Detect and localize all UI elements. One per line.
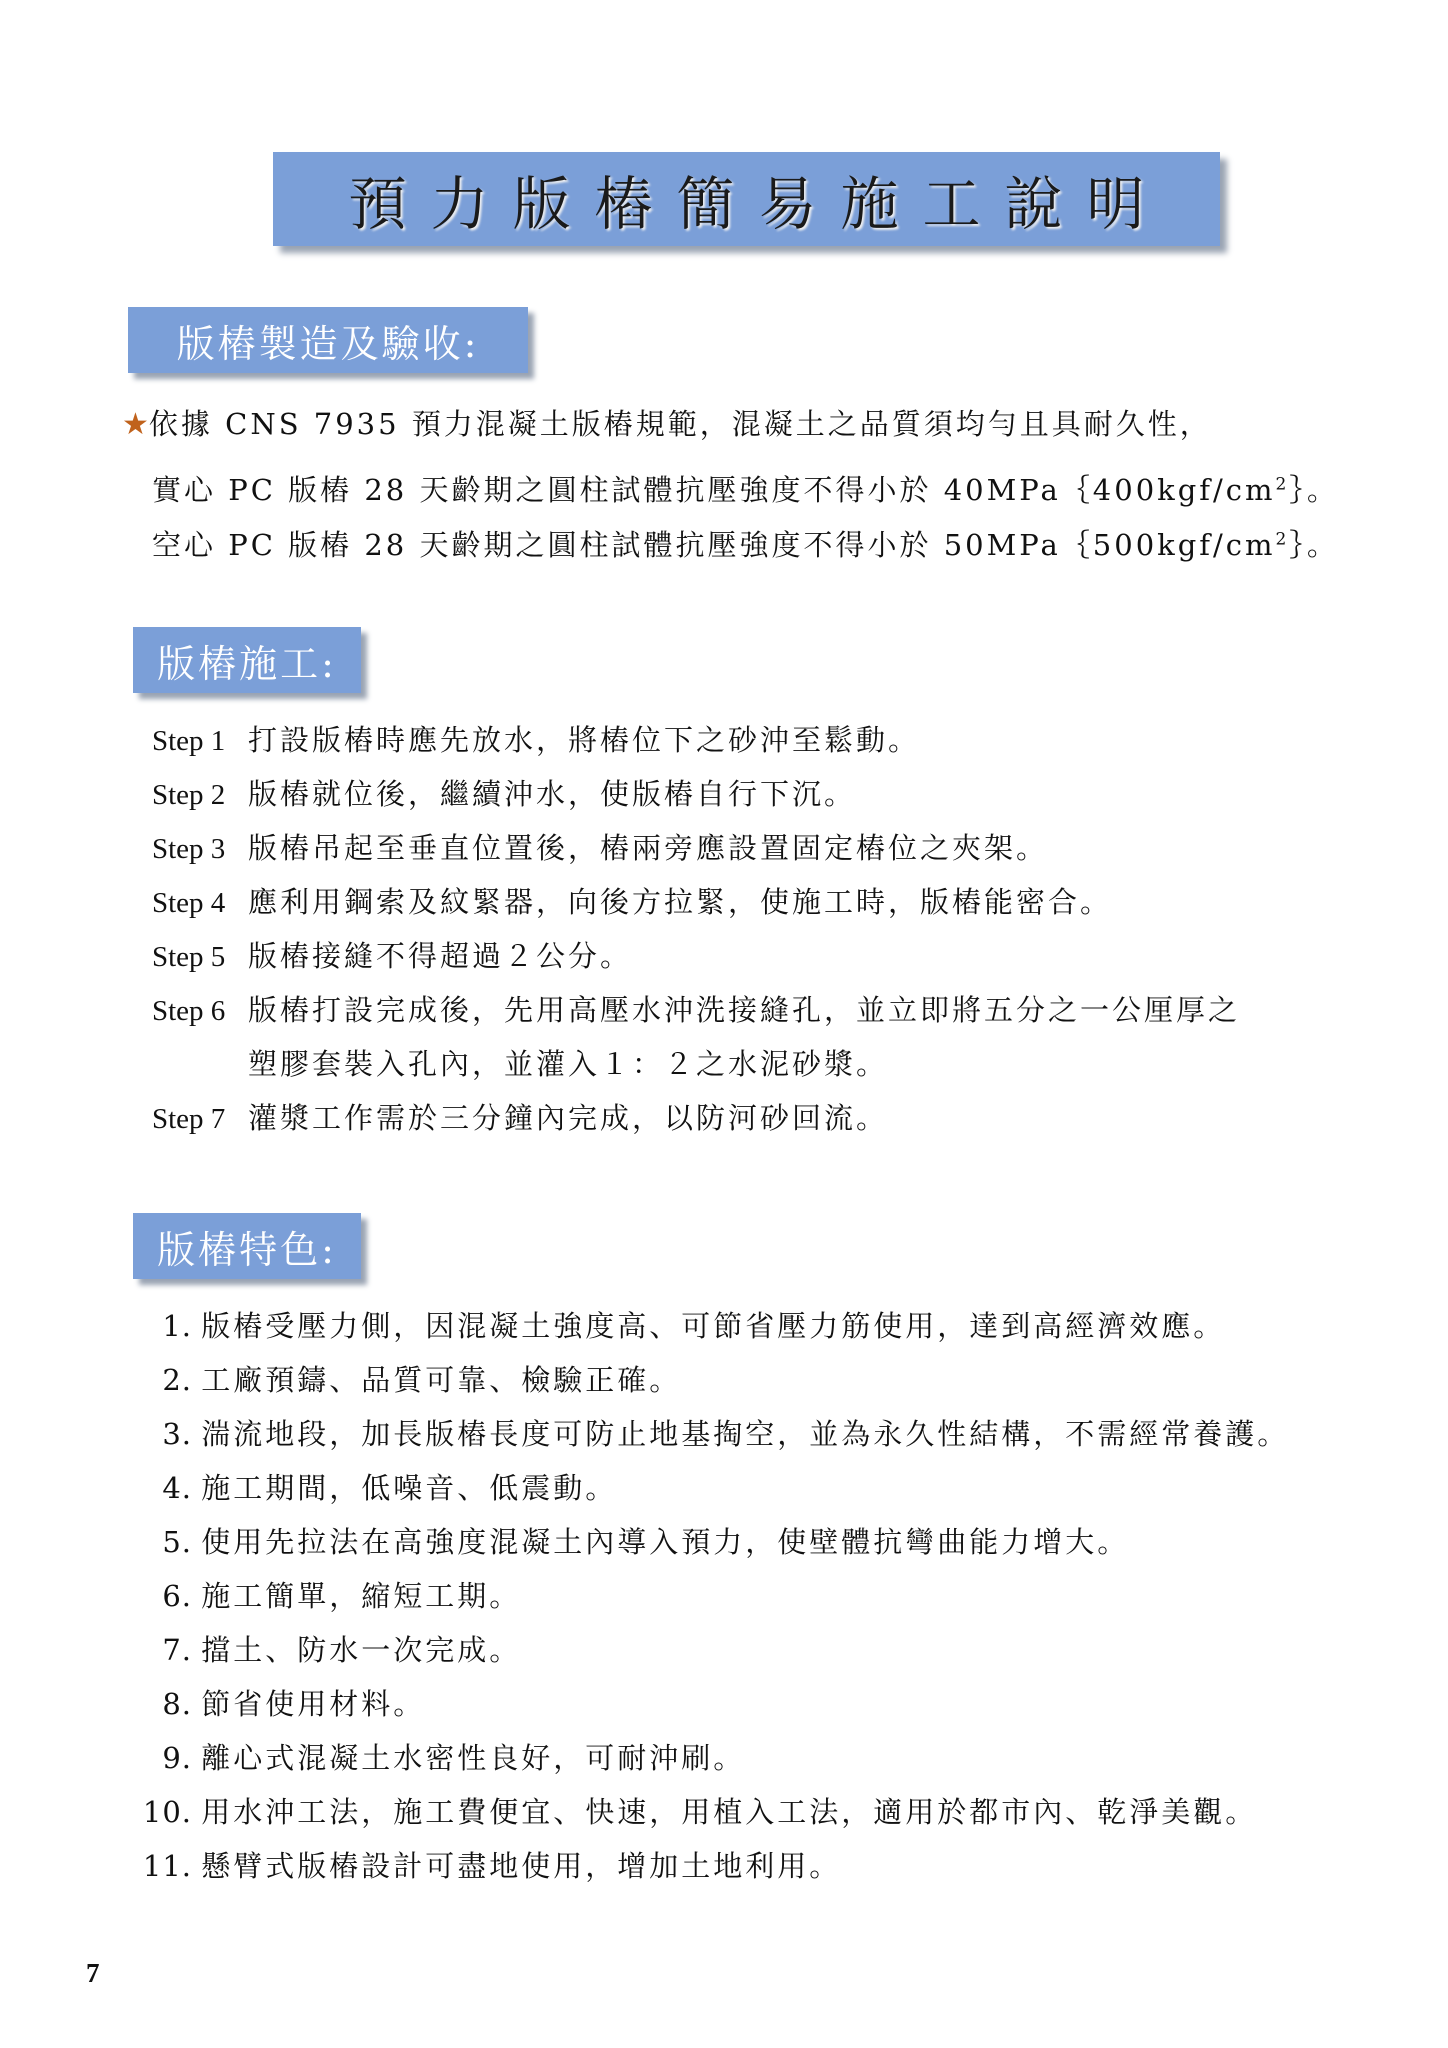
solid-spec-suffix: ｝。 (1289, 473, 1339, 507)
title-banner (273, 152, 1220, 246)
feature-number: 9. (162, 1741, 192, 1775)
feature-item (132, 1468, 617, 1508)
feature-text: 施工簡單，縮短工期。 (201, 1579, 522, 1613)
step-label: Step 2 (152, 779, 226, 811)
feature-number: 8. (162, 1687, 192, 1721)
step-6-continuation: 塑膠套裝入孔內，並灌入１：２之水泥砂漿。 (248, 1047, 889, 1081)
step-text: 版樁接縫不得超過２公分。 (248, 939, 633, 973)
feature-item (132, 1360, 681, 1400)
feature-number: 1. (162, 1309, 192, 1343)
step-label: Step 4 (152, 887, 226, 919)
step-item (152, 720, 920, 761)
feature-item (132, 1738, 745, 1778)
solid-spec-sup: 2 (1275, 474, 1290, 495)
feature-text: 懸臂式版樁設計可盡地使用，增加土地利用。 (201, 1849, 842, 1883)
feature-text: 用水沖工法，施工費便宜、快速，用植入工法，適用於都市內、乾淨美觀。 (201, 1795, 1258, 1829)
feature-number: 5. (162, 1525, 192, 1559)
step-label: Step 7 (152, 1103, 226, 1135)
step-text: 灌漿工作需於三分鐘內完成，以防河砂回流。 (248, 1101, 889, 1135)
star-icon: ★ (122, 407, 149, 442)
section-heading-construction (133, 627, 361, 693)
solid-spec (152, 470, 1339, 510)
section-heading-features (133, 1213, 361, 1279)
feature-item (132, 1846, 841, 1886)
step-text: 版樁打設完成後，先用高壓水沖洗接縫孔，並立即將五分之一公厘厚之 (248, 993, 1241, 1027)
step-item (152, 828, 1048, 869)
feature-text: 版樁受壓力側，因混凝土強度高、可節省壓力筋使用，達到高經濟效應。 (201, 1309, 1226, 1343)
section-heading-text: 版樁施工: (157, 641, 337, 686)
step-item (152, 774, 856, 815)
feature-text: 節省使用材料。 (201, 1687, 426, 1721)
step-text: 應利用鋼索及紋緊器，向後方拉緊，使施工時，版樁能密合。 (248, 885, 1113, 919)
feature-number: 7. (162, 1633, 192, 1667)
step-text: 版樁就位後，繼續沖水，使版樁自行下沉。 (248, 777, 857, 811)
feature-item (132, 1792, 1257, 1832)
feature-item (132, 1306, 1225, 1346)
feature-item (132, 1414, 1289, 1454)
feature-number: 10. (142, 1795, 192, 1829)
feature-item (132, 1630, 521, 1670)
step-item (152, 882, 1112, 923)
feature-number: 11. (142, 1849, 192, 1883)
feature-item (132, 1576, 521, 1616)
step-label: Step 1 (152, 725, 226, 757)
solid-spec-text: 實心 PC 版樁 28 天齡期之圓柱試體抗壓強度不得小於 40MPa｛400kgf/cm (152, 473, 1276, 507)
feature-text: 工廠預鑄、品質可靠、檢驗正確。 (201, 1363, 682, 1397)
step-item (152, 936, 632, 977)
step-label: Step 5 (152, 941, 226, 973)
step-label: Step 6 (152, 995, 226, 1027)
feature-text: 湍流地段，加長版樁長度可防止地基掏空，並為永久性結構，不需經常養護。 (201, 1417, 1290, 1451)
step-item (152, 990, 1240, 1031)
feature-number: 4. (162, 1471, 192, 1505)
section-heading-text: 版樁製造及驗收: (176, 321, 480, 366)
step-label: Step 3 (152, 833, 226, 865)
page-number: 7 (86, 1958, 100, 1988)
feature-text: 擋土、防水一次完成。 (201, 1633, 522, 1667)
feature-number: 6. (162, 1579, 192, 1613)
page-title: 預力版樁簡易施工說明 (348, 170, 1169, 238)
feature-text: 離心式混凝土水密性良好，可耐沖刷。 (201, 1741, 746, 1775)
step-text: 打設版樁時應先放水，將樁位下之砂沖至鬆動。 (248, 723, 921, 757)
section-heading-manufacture (128, 307, 528, 373)
feature-item (132, 1684, 425, 1724)
feature-number: 2. (162, 1363, 192, 1397)
hollow-spec-suffix: ｝。 (1289, 528, 1339, 562)
hollow-spec (152, 525, 1339, 565)
hollow-spec-text: 空心 PC 版樁 28 天齡期之圓柱試體抗壓強度不得小於 50MPa｛500kgf/cm (152, 528, 1276, 562)
hollow-spec-sup: 2 (1275, 529, 1290, 550)
feature-text: 施工期間，低噪音、低震動。 (201, 1471, 618, 1505)
intro-text: 依據 CNS 7935 預力混凝土版樁規範，混凝土之品質須均勻且具耐久性， (148, 407, 1212, 441)
feature-number: 3. (162, 1417, 192, 1451)
feature-text: 使用先拉法在高強度混凝土內導入預力，使壁體抗彎曲能力增大。 (201, 1525, 1130, 1559)
step-item (152, 1098, 888, 1139)
manufacture-intro (122, 404, 1212, 445)
section-heading-text: 版樁特色: (157, 1227, 337, 1272)
feature-item (132, 1522, 1129, 1562)
step-text: 版樁吊起至垂直位置後，樁兩旁應設置固定樁位之夾架。 (248, 831, 1049, 865)
